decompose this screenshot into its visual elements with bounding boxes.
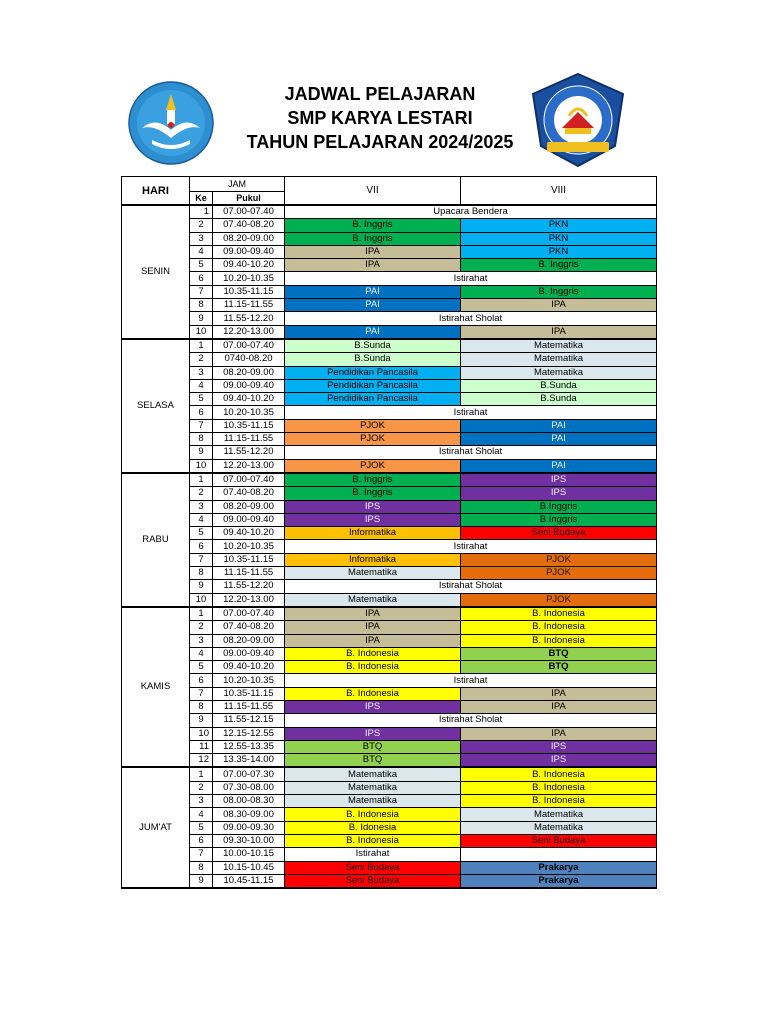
period-number: 3 xyxy=(190,634,213,647)
subject-vii: BTQ xyxy=(285,740,461,753)
period-number: 10 xyxy=(190,727,213,740)
table-row xyxy=(122,540,657,553)
subject-vii: IPA xyxy=(285,607,461,621)
subject-viii: PAI xyxy=(461,419,657,432)
table-row xyxy=(122,821,657,834)
table-row xyxy=(122,406,657,419)
period-time: 07.00-07.40 xyxy=(213,473,285,487)
subject-viii: BTQ xyxy=(461,661,657,674)
subject-viii: IPS xyxy=(461,740,657,753)
table-row xyxy=(122,419,657,432)
period-number: 8 xyxy=(190,861,213,874)
period-number: 4 xyxy=(190,647,213,660)
subject-viii: B. Inggris xyxy=(461,259,657,272)
day-label: SELASA xyxy=(122,339,190,473)
subject-vii: Matematika xyxy=(285,767,461,781)
table-row xyxy=(122,473,657,487)
subject-vii: PAI xyxy=(285,285,461,298)
subject-vii: Seni Budaya xyxy=(285,861,461,874)
period-time: 10.35-11.15 xyxy=(213,687,285,700)
period-number: 5 xyxy=(190,661,213,674)
table-row xyxy=(122,393,657,406)
table-row xyxy=(122,621,657,634)
subject-vii: B. Inggris xyxy=(285,219,461,232)
period-time: 13.35-14.00 xyxy=(213,754,285,768)
table-row xyxy=(122,634,657,647)
period-number: 3 xyxy=(190,795,213,808)
subject-vii: PJOK xyxy=(285,433,461,446)
table-row xyxy=(122,848,657,861)
period-number: 9 xyxy=(190,714,213,727)
day-label: SENIN xyxy=(122,205,190,339)
subject-viii: B. Indonesia xyxy=(461,607,657,621)
period-number: 4 xyxy=(190,513,213,526)
subject-viii: Prakarya xyxy=(461,861,657,874)
period-time: 11.55-12.15 xyxy=(213,714,285,727)
school-logo-icon xyxy=(529,72,627,168)
break-cell: Istirahat Sholat xyxy=(285,580,657,593)
subject-vii: PJOK xyxy=(285,419,461,432)
period-time: 12.20-13.00 xyxy=(213,325,285,339)
header-class-viii: VIII xyxy=(461,177,657,206)
table-row xyxy=(122,767,657,781)
period-time: 09.40-10.20 xyxy=(213,661,285,674)
period-time: 12.20-13.00 xyxy=(213,593,285,607)
period-number: 7 xyxy=(190,848,213,861)
table-row xyxy=(122,219,657,232)
period-time: 11.15-11.55 xyxy=(213,700,285,713)
period-number: 9 xyxy=(190,874,213,888)
period-number: 12 xyxy=(190,754,213,768)
subject-vii: Matematika xyxy=(285,781,461,794)
subject-viii: B. Indonesia xyxy=(461,795,657,808)
period-number: 5 xyxy=(190,527,213,540)
period-time: 11.15-11.55 xyxy=(213,299,285,312)
subject-viii: Matematika xyxy=(461,339,657,353)
subject-viii: B. Indonesia xyxy=(461,634,657,647)
period-time: 10.15-10.45 xyxy=(213,861,285,874)
period-time: 11.55-12.20 xyxy=(213,580,285,593)
subject-vii: B. Indonesia xyxy=(285,661,461,674)
subject-viii: PAI xyxy=(461,459,657,473)
table-row xyxy=(122,834,657,847)
subject-viii: Prakarya xyxy=(461,874,657,888)
table-row xyxy=(122,861,657,874)
subject-vii: Pendidikan Pancasila xyxy=(285,379,461,392)
period-number: 8 xyxy=(190,700,213,713)
period-number: 7 xyxy=(190,687,213,700)
period-time: 0740-08.20 xyxy=(213,353,285,366)
period-number: 2 xyxy=(190,781,213,794)
period-number: 4 xyxy=(190,379,213,392)
table-row xyxy=(122,740,657,753)
period-number: 6 xyxy=(190,272,213,285)
day-label: JUM'AT xyxy=(122,767,190,888)
day-label: KAMIS xyxy=(122,607,190,768)
subject-vii: Istirahat xyxy=(285,848,461,861)
subject-vii: Matematika xyxy=(285,567,461,580)
subject-vii: Pendidikan Pancasila xyxy=(285,393,461,406)
period-number: 6 xyxy=(190,406,213,419)
period-number: 1 xyxy=(190,473,213,487)
table-row xyxy=(122,339,657,353)
subject-viii: PKN xyxy=(461,219,657,232)
page-header xyxy=(0,72,768,172)
period-number: 9 xyxy=(190,580,213,593)
subject-viii: B. Inggris xyxy=(461,285,657,298)
table-row xyxy=(122,527,657,540)
table-row xyxy=(122,325,657,339)
period-number: 5 xyxy=(190,393,213,406)
table-row xyxy=(122,874,657,888)
break-cell: Istirahat Sholat xyxy=(285,446,657,459)
table-row xyxy=(122,754,657,768)
subject-vii: IPA xyxy=(285,245,461,258)
period-time: 08.20-09.00 xyxy=(213,634,285,647)
table-row xyxy=(122,459,657,473)
header-hari: HARI xyxy=(122,177,190,206)
table-row xyxy=(122,299,657,312)
period-number: 1 xyxy=(190,205,213,219)
period-time: 10.20-10.35 xyxy=(213,540,285,553)
subject-vii: Informatika xyxy=(285,527,461,540)
period-time: 10.45-11.15 xyxy=(213,874,285,888)
table-row xyxy=(122,661,657,674)
period-time: 12.20-13.00 xyxy=(213,459,285,473)
period-time: 09.00-09.40 xyxy=(213,379,285,392)
subject-vii: B. Inggris xyxy=(285,473,461,487)
subject-viii: Seni Budaya xyxy=(461,527,657,540)
period-time: 11.55-12.20 xyxy=(213,446,285,459)
period-time: 11.55-12.20 xyxy=(213,312,285,325)
period-time: 08.30-09.00 xyxy=(213,808,285,821)
period-number: 3 xyxy=(190,500,213,513)
period-time: 12.55-13.35 xyxy=(213,740,285,753)
subject-vii: B. Indonesia xyxy=(285,834,461,847)
subject-viii: IPS xyxy=(461,754,657,768)
subject-viii: IPA xyxy=(461,700,657,713)
subject-viii: IPA xyxy=(461,325,657,339)
subject-vii: IPA xyxy=(285,634,461,647)
period-number: 6 xyxy=(190,674,213,687)
period-number: 3 xyxy=(190,232,213,245)
header-class-vii: VII xyxy=(285,177,461,206)
subject-viii: PJOK xyxy=(461,567,657,580)
subject-vii: B. Inggris xyxy=(285,232,461,245)
table-row xyxy=(122,593,657,607)
period-time: 09.00-09.40 xyxy=(213,245,285,258)
table-row xyxy=(122,781,657,794)
table-row xyxy=(122,259,657,272)
period-time: 07.40-08.20 xyxy=(213,219,285,232)
subject-viii xyxy=(461,848,657,861)
table-row xyxy=(122,232,657,245)
period-time: 09.40-10.20 xyxy=(213,527,285,540)
period-number: 6 xyxy=(190,834,213,847)
schedule-table xyxy=(121,176,657,889)
period-number: 1 xyxy=(190,607,213,621)
subject-vii: PAI xyxy=(285,299,461,312)
period-time: 07.00-07.30 xyxy=(213,767,285,781)
subject-vii: B. Indonesia xyxy=(285,687,461,700)
period-time: 10.00-10.15 xyxy=(213,848,285,861)
subject-viii: PJOK xyxy=(461,593,657,607)
page-title xyxy=(230,82,530,154)
subject-vii: B.Sunda xyxy=(285,353,461,366)
period-time: 07.00-07.40 xyxy=(213,205,285,219)
period-number: 6 xyxy=(190,540,213,553)
table-row xyxy=(122,366,657,379)
day-label: RABU xyxy=(122,473,190,607)
subject-viii: IPS xyxy=(461,487,657,500)
table-row xyxy=(122,795,657,808)
period-time: 07.00-07.40 xyxy=(213,339,285,353)
period-number: 8 xyxy=(190,567,213,580)
subject-viii: PKN xyxy=(461,232,657,245)
subject-vii: PAI xyxy=(285,325,461,339)
period-time: 08.00-08.30 xyxy=(213,795,285,808)
title-line-3: TAHUN PELAJARAN 2024/2025 xyxy=(246,132,514,152)
period-number: 2 xyxy=(190,219,213,232)
break-cell: Istirahat Sholat xyxy=(285,714,657,727)
table-row xyxy=(122,513,657,526)
break-cell: Istirahat Sholat xyxy=(285,312,657,325)
subject-vii: B.Sunda xyxy=(285,339,461,353)
period-number: 10 xyxy=(190,325,213,339)
period-number: 10 xyxy=(190,459,213,473)
table-row xyxy=(122,353,657,366)
subject-viii: B. Indonesia xyxy=(461,621,657,634)
subject-viii: Matematika xyxy=(461,808,657,821)
subject-viii: IPA xyxy=(461,727,657,740)
subject-vii: BTQ xyxy=(285,754,461,768)
period-time: 07.40-08.20 xyxy=(213,487,285,500)
period-number: 2 xyxy=(190,621,213,634)
period-time: 10.35-11.15 xyxy=(213,285,285,298)
table-row xyxy=(122,433,657,446)
break-cell: Istirahat xyxy=(285,406,657,419)
period-time: 07.40-08.20 xyxy=(213,621,285,634)
period-time: 09.40-10.20 xyxy=(213,393,285,406)
break-cell: Istirahat xyxy=(285,540,657,553)
period-number: 10 xyxy=(190,593,213,607)
table-row xyxy=(122,674,657,687)
subject-viii: B. Indonesia xyxy=(461,781,657,794)
period-number: 2 xyxy=(190,353,213,366)
period-time: 10.20-10.35 xyxy=(213,406,285,419)
period-number: 1 xyxy=(190,339,213,353)
period-number: 4 xyxy=(190,245,213,258)
subject-vii: IPS xyxy=(285,500,461,513)
subject-viii: IPA xyxy=(461,299,657,312)
period-number: 3 xyxy=(190,366,213,379)
subject-vii: IPA xyxy=(285,621,461,634)
subject-viii: PJOK xyxy=(461,553,657,566)
period-time: 10.20-10.35 xyxy=(213,272,285,285)
period-number: 9 xyxy=(190,446,213,459)
period-time: 09.40-10.20 xyxy=(213,259,285,272)
break-cell: Upacara Bendera xyxy=(285,205,657,219)
subject-viii: BTQ xyxy=(461,647,657,660)
period-time: 09.00-09.40 xyxy=(213,513,285,526)
table-row xyxy=(122,487,657,500)
schedule-body xyxy=(122,205,657,888)
period-time: 10.35-11.15 xyxy=(213,553,285,566)
table-row xyxy=(122,205,657,219)
subject-vii: IPS xyxy=(285,700,461,713)
subject-viii: B.Sunda xyxy=(461,393,657,406)
subject-vii: Pendidikan Pancasila xyxy=(285,366,461,379)
table-row xyxy=(122,808,657,821)
tut-wuri-handayani-logo-icon xyxy=(128,80,214,166)
subject-vii: Informatika xyxy=(285,553,461,566)
period-time: 12.15-12.55 xyxy=(213,727,285,740)
header-pukul: Pukul xyxy=(213,192,285,206)
subject-viii: Matematika xyxy=(461,821,657,834)
period-time: 07.30-08.00 xyxy=(213,781,285,794)
subject-vii: IPS xyxy=(285,727,461,740)
table-row xyxy=(122,272,657,285)
subject-viii: Seni Budaya xyxy=(461,834,657,847)
subject-vii: B. Indonesia xyxy=(285,808,461,821)
period-time: 08.20-09.00 xyxy=(213,500,285,513)
table-row xyxy=(122,714,657,727)
period-time: 10.20-10.35 xyxy=(213,674,285,687)
subject-viii: PKN xyxy=(461,245,657,258)
subject-vii: B. Idonesia xyxy=(285,821,461,834)
table-row xyxy=(122,700,657,713)
title-line-2: SMP KARYA LESTARI xyxy=(287,108,473,128)
period-number: 1 xyxy=(190,767,213,781)
subject-vii: IPS xyxy=(285,513,461,526)
subject-viii: IPA xyxy=(461,687,657,700)
period-number: 8 xyxy=(190,433,213,446)
table-row xyxy=(122,687,657,700)
title-line-1: JADWAL PELAJARAN xyxy=(284,84,476,104)
period-time: 09.30-10.00 xyxy=(213,834,285,847)
period-time: 07.00-07.40 xyxy=(213,607,285,621)
period-number: 8 xyxy=(190,299,213,312)
header-ke: Ke xyxy=(190,192,213,206)
period-time: 10.35-11.15 xyxy=(213,419,285,432)
period-time: 09.00-09.30 xyxy=(213,821,285,834)
period-number: 7 xyxy=(190,285,213,298)
period-time: 11.15-11.55 xyxy=(213,433,285,446)
period-number: 11 xyxy=(190,740,213,753)
table-row xyxy=(122,647,657,660)
table-row xyxy=(122,285,657,298)
table-row xyxy=(122,580,657,593)
subject-vii: IPA xyxy=(285,259,461,272)
subject-viii: PAI xyxy=(461,433,657,446)
table-row xyxy=(122,500,657,513)
break-cell: Istirahat xyxy=(285,674,657,687)
period-number: 2 xyxy=(190,487,213,500)
break-cell: Istirahat xyxy=(285,272,657,285)
subject-viii: B.Inggris xyxy=(461,500,657,513)
period-time: 11.15-11.55 xyxy=(213,567,285,580)
subject-vii: B. Inggris xyxy=(285,487,461,500)
subject-viii: B. Indonesia xyxy=(461,767,657,781)
subject-viii: Matematika xyxy=(461,353,657,366)
subject-viii: B.Inggris xyxy=(461,513,657,526)
period-time: 09.00-09.40 xyxy=(213,647,285,660)
subject-vii: PJOK xyxy=(285,459,461,473)
subject-viii: Matematika xyxy=(461,366,657,379)
table-row xyxy=(122,379,657,392)
period-number: 7 xyxy=(190,553,213,566)
subject-vii: Matematika xyxy=(285,593,461,607)
period-number: 9 xyxy=(190,312,213,325)
header-jam: JAM xyxy=(190,177,285,192)
table-row xyxy=(122,446,657,459)
subject-viii: B.Sunda xyxy=(461,379,657,392)
table-row xyxy=(122,727,657,740)
period-number: 7 xyxy=(190,419,213,432)
subject-viii: IPS xyxy=(461,473,657,487)
period-number: 4 xyxy=(190,808,213,821)
table-row xyxy=(122,567,657,580)
subject-vii: B. Indonesia xyxy=(285,647,461,660)
table-row xyxy=(122,607,657,621)
period-number: 5 xyxy=(190,259,213,272)
subject-vii: Seni Budaya xyxy=(285,874,461,888)
period-time: 08.20-09.00 xyxy=(213,232,285,245)
table-row xyxy=(122,553,657,566)
period-time: 08.20-09.00 xyxy=(213,366,285,379)
subject-vii: Matematika xyxy=(285,795,461,808)
table-row xyxy=(122,245,657,258)
table-row xyxy=(122,312,657,325)
period-number: 5 xyxy=(190,821,213,834)
